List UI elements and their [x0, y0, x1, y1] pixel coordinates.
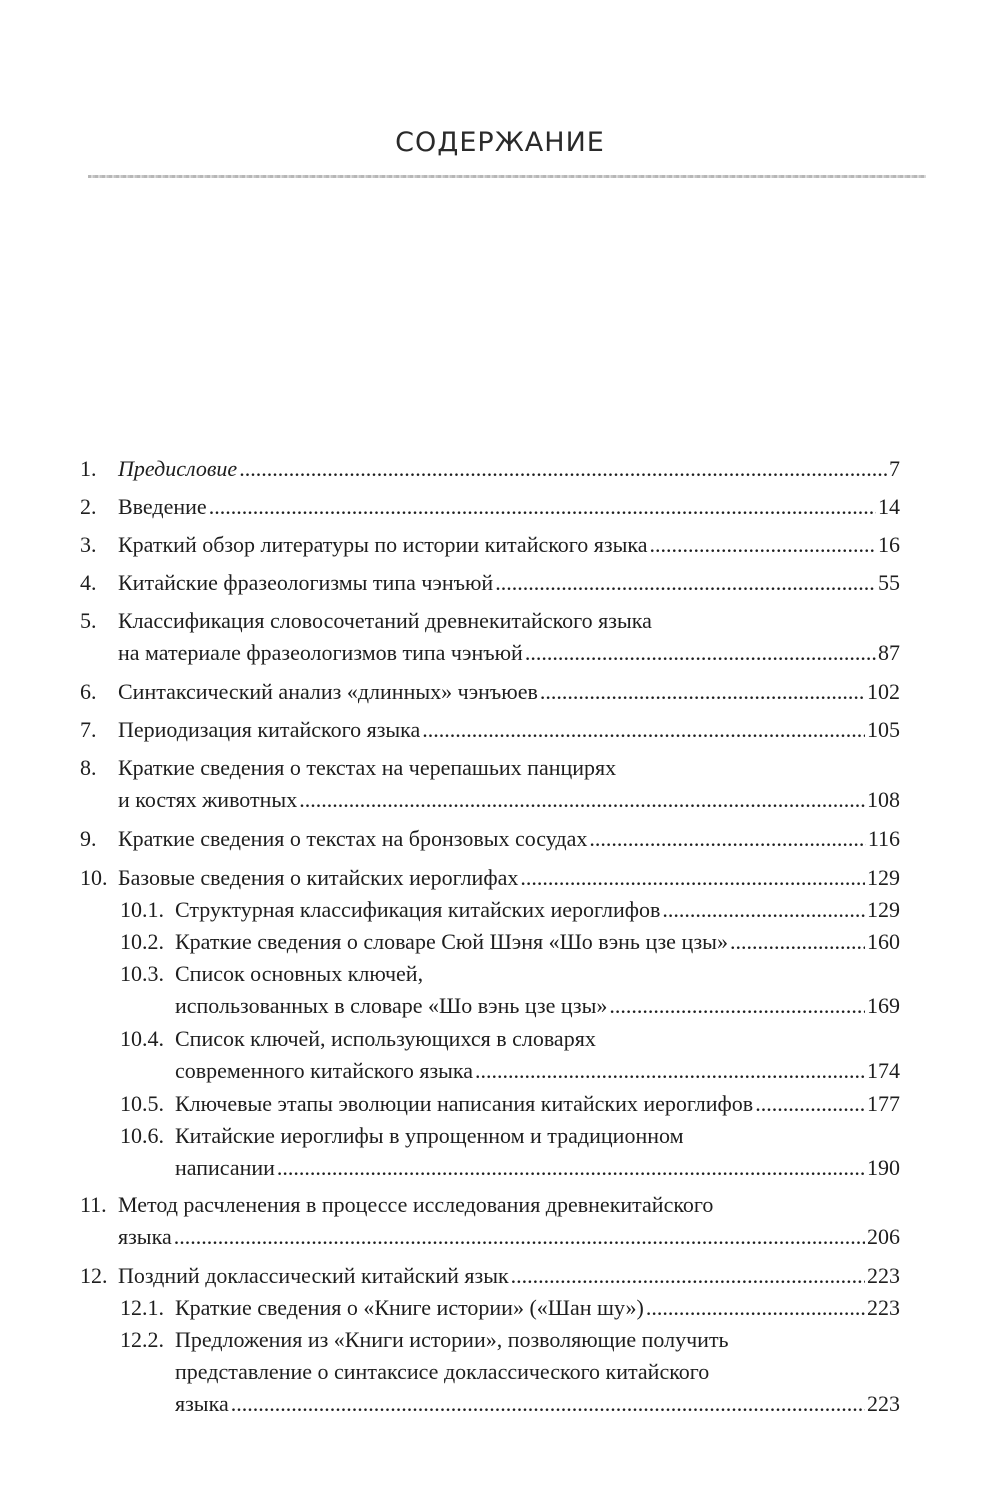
toc-entry-title: Ключевые этапы эволюции написания китайских иероглифов: [175, 1091, 754, 1116]
toc-entry-title: Предисловие: [118, 456, 238, 481]
toc-entry[interactable]: [80, 926, 900, 958]
toc-entry-number: 12.: [80, 1263, 108, 1288]
toc-entry[interactable]: [80, 1324, 900, 1420]
toc-entry[interactable]: [80, 605, 900, 669]
toc-entry[interactable]: [80, 958, 900, 1022]
dot-leader: [520, 862, 865, 894]
dot-leader: [174, 1221, 865, 1253]
toc-entry[interactable]: [80, 823, 900, 855]
toc-entry-number: 2.: [80, 494, 97, 519]
toc-entry[interactable]: [80, 529, 900, 561]
toc-entry[interactable]: [80, 1260, 900, 1292]
toc-entry-number: 6.: [80, 679, 97, 704]
toc-entry-number: 10.: [80, 865, 108, 890]
toc-entry-title: Список ключей, использующихся в словарях: [175, 1026, 596, 1051]
toc-entry[interactable]: [80, 1120, 900, 1184]
toc-entry-title: Базовые сведения о китайских иероглифах: [118, 865, 519, 890]
toc-entry-number: 3.: [80, 532, 97, 557]
dot-leader: [525, 637, 876, 669]
dot-leader: [650, 529, 877, 561]
toc-entry-page: 129: [867, 865, 900, 890]
dot-leader: [609, 990, 865, 1022]
toc-entry[interactable]: [80, 1189, 900, 1253]
dot-leader: [209, 491, 876, 523]
toc-entry-page: 14: [878, 494, 900, 519]
toc-entry-page: 177: [867, 1091, 900, 1116]
toc-entry-title: Классификация словосочетаний древнекитайского языка: [118, 608, 652, 633]
dot-leader: [730, 926, 865, 958]
toc-entry-number: 4.: [80, 570, 97, 595]
toc-entry-title: языка: [118, 1224, 172, 1249]
toc-entry-page: 223: [867, 1263, 900, 1288]
toc-entry-page: 129: [867, 897, 900, 922]
toc-entry-title: Краткие сведения о текстах на черепашьих панцирях: [118, 755, 617, 780]
toc-entry-page: 190: [867, 1155, 900, 1180]
toc-entry-title: современного китайского языка: [175, 1058, 474, 1083]
toc-entry-title: на материале фразеологизмов типа чэнъюй: [118, 640, 523, 665]
toc-entry-number: 10.5.: [120, 1091, 164, 1116]
toc-entry-page: 116: [867, 826, 900, 851]
toc-entry-title: и костях животных: [118, 787, 298, 812]
toc-entry[interactable]: [80, 714, 900, 746]
dot-leader: [755, 1088, 865, 1120]
toc-entry-title: Предложения из «Книги истории», позволяющие получить: [175, 1327, 729, 1352]
toc-entry[interactable]: [80, 1292, 900, 1324]
toc-entry[interactable]: [80, 752, 900, 816]
toc-entry-number: 10.2.: [120, 929, 164, 954]
toc-entry-title: Поздний доклассический китайский язык: [118, 1263, 509, 1288]
toc-entry-number: 9.: [80, 826, 97, 851]
toc-entry[interactable]: [80, 1088, 900, 1120]
toc-entry-number: 10.1.: [120, 897, 164, 922]
toc-entry-title: использованных в словаре «Шо вэнь цзе цзы»: [175, 993, 608, 1018]
toc-entry-number: 12.1.: [120, 1295, 164, 1320]
dot-leader: [646, 1292, 865, 1324]
toc-entry-page: 7: [889, 456, 900, 481]
toc-entry-title: Введение: [118, 494, 207, 519]
dot-leader: [239, 453, 887, 485]
toc-entry-number: 1.: [80, 456, 97, 481]
page-title: СОДЕРЖАНИЕ: [395, 127, 605, 158]
toc-entry[interactable]: [80, 894, 900, 926]
toc-entry-title: написании: [175, 1155, 275, 1180]
toc-entry[interactable]: [80, 676, 900, 708]
toc-entry[interactable]: [80, 453, 900, 485]
toc-entry-number: 10.6.: [120, 1123, 164, 1148]
toc-entry-page: 105: [867, 717, 900, 742]
toc-entry-number: 11.: [80, 1192, 107, 1217]
toc-entry[interactable]: [80, 1023, 900, 1087]
toc-entry-page: 206: [867, 1224, 900, 1249]
dot-leader: [231, 1388, 865, 1420]
toc-entry[interactable]: [80, 491, 900, 523]
toc-entry[interactable]: [80, 862, 900, 894]
toc-entry-number: 5.: [80, 608, 97, 633]
dot-leader: [422, 714, 865, 746]
toc-entry-title: Краткие сведения о словаре Сюй Шэня «Шо вэнь цзе цзы»: [175, 929, 728, 954]
toc-entry-title: Синтаксический анализ «длинных» чэнъюев: [118, 679, 538, 704]
toc-entry-title: Краткий обзор литературы по истории китайского языка: [118, 532, 648, 557]
toc-entry-page: 55: [878, 570, 900, 595]
toc-entry-page: 223: [867, 1295, 900, 1320]
dot-leader: [662, 894, 865, 926]
toc-entry-title: Китайские фразеологизмы типа чэнъюй: [118, 570, 494, 595]
toc-entry-number: 12.2.: [120, 1327, 164, 1352]
dot-leader: [540, 676, 865, 708]
toc-entry-page: 169: [867, 993, 900, 1018]
toc-entry-page: 87: [878, 640, 900, 665]
toc-entry-page: 16: [878, 532, 900, 557]
toc-entry-title: Периодизация китайского языка: [118, 717, 421, 742]
toc-entry-title: Китайские иероглифы в упрощенном и традиционном: [175, 1123, 684, 1148]
toc-entry[interactable]: [80, 567, 900, 599]
toc-entry-title: Метод расчленения в процессе исследования древнекитайского: [118, 1192, 714, 1217]
dot-leader: [277, 1152, 865, 1184]
toc-entry-title: Список основных ключей,: [175, 961, 424, 986]
dot-leader: [511, 1260, 865, 1292]
toc-entry-number: 7.: [80, 717, 97, 742]
dot-leader: [589, 823, 865, 855]
toc-entry-page: 160: [867, 929, 900, 954]
toc-entry-title: Краткие сведения о «Книге истории» («Шан шу»): [175, 1295, 644, 1320]
toc-entry-title: Краткие сведения о текстах на бронзовых сосудах: [118, 826, 588, 851]
toc-entry-page: 223: [867, 1391, 900, 1416]
toc-entry-number: 10.3.: [120, 961, 164, 986]
toc-entry-number: 8.: [80, 755, 97, 780]
toc-entry-number: 10.4.: [120, 1026, 164, 1051]
toc-entry-title: языка: [175, 1391, 229, 1416]
toc-entry-title: Структурная классификация китайских иероглифов: [175, 897, 661, 922]
dot-leader: [495, 567, 876, 599]
toc-entry-page: 174: [867, 1058, 900, 1083]
toc-entry-title: представление о синтаксисе доклассического китайского: [175, 1359, 710, 1384]
dot-leader: [299, 784, 865, 816]
toc-entry-page: 108: [867, 787, 900, 812]
dot-leader: [475, 1055, 865, 1087]
toc-entry-page: 102: [867, 679, 900, 704]
